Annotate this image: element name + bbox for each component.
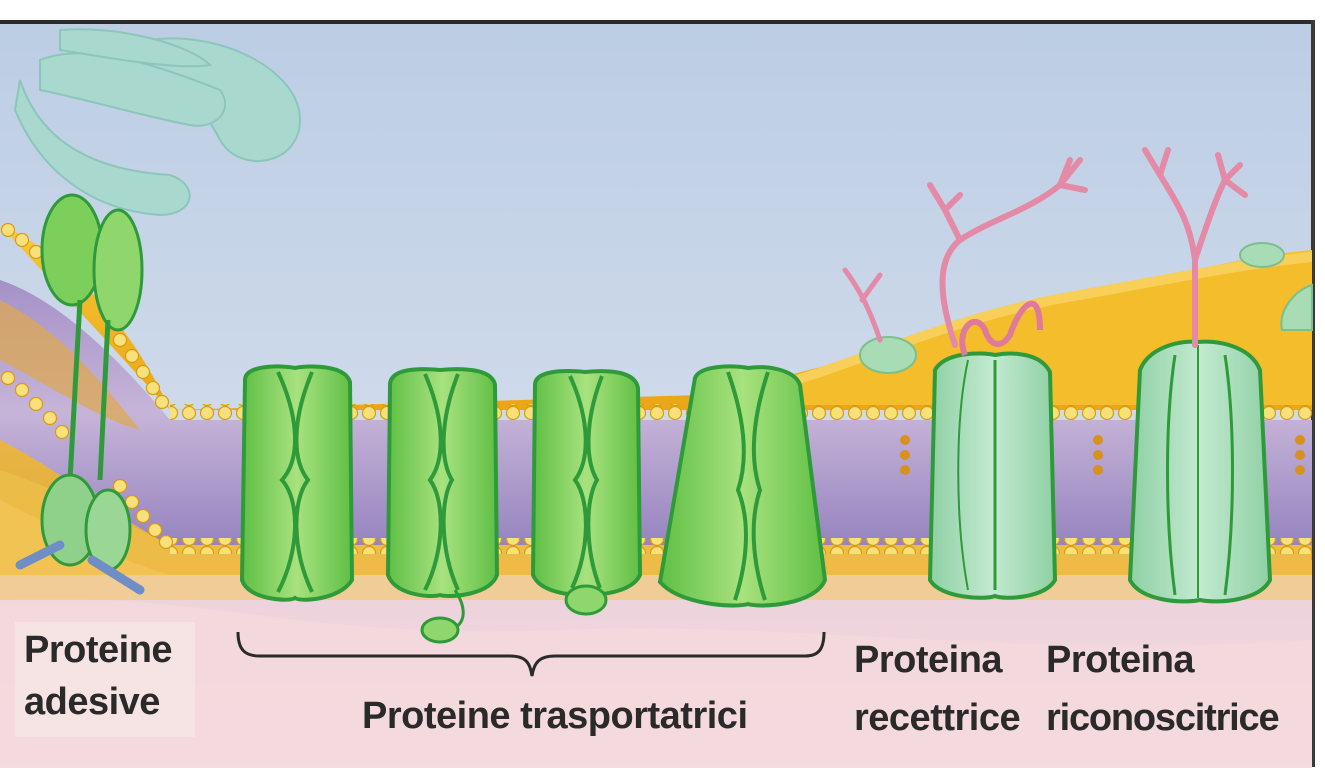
transport-protein-3 [533, 371, 640, 614]
receptor-label-line1: Proteina [854, 639, 1003, 681]
adhesive-label-line1: Proteine [24, 629, 173, 671]
adhesive-label-line2: adesive [24, 681, 160, 723]
recognition-label-line2: riconoscitrice [1046, 697, 1279, 739]
surface-protein-bump [1240, 243, 1284, 267]
top-border [0, 20, 1314, 24]
transport-label: Proteine trasportatrici [362, 695, 748, 737]
receptor-label-line2: recettrice [854, 697, 1021, 739]
transport-protein-1 [242, 366, 352, 599]
recognition-label-line1: Proteina [1046, 639, 1195, 681]
recognition-protein [1130, 342, 1270, 602]
